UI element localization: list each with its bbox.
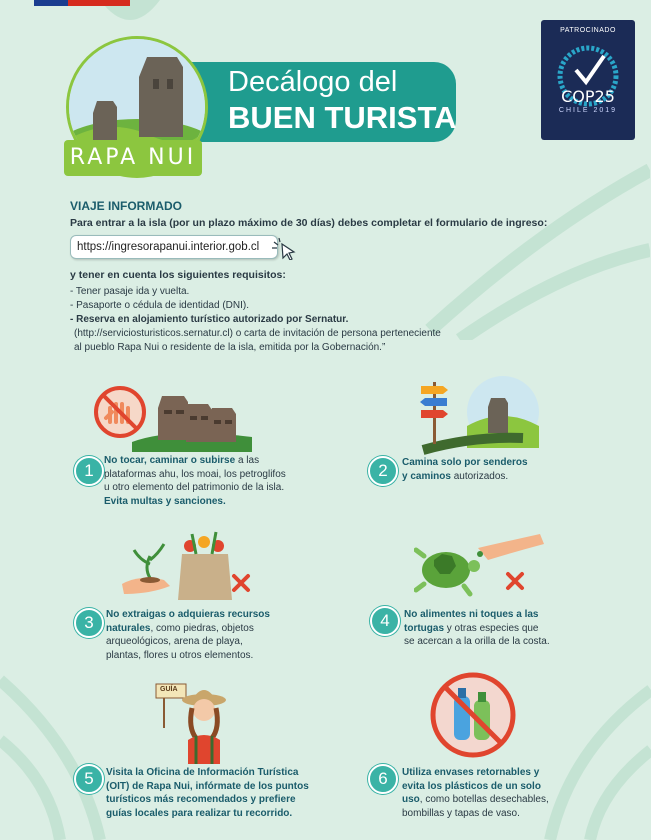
step-5-text: Visita la Oficina de Información Turística (OIT) de Rapa Nui, infórmate de los puntos turísticos más recomendados y prefiere guías locales para realizar tu recorrido. bbox=[106, 767, 309, 819]
step-number-4: 4 bbox=[370, 606, 400, 636]
place-label: RAPA NUI bbox=[64, 140, 202, 176]
requirement-item: - Reserva en alojamiento turístico autorizado por Sernatur. bbox=[70, 314, 349, 325]
step-number-1: 1 bbox=[74, 456, 104, 486]
no-touch-moai-illustration bbox=[92, 382, 252, 452]
step-number-5: 5 bbox=[74, 764, 104, 794]
sponsor-sub: CHILE 2019 bbox=[558, 107, 618, 114]
step-6-text: Utiliza envases retornables y evita los plásticos de un solo uso, como botellas desechables, bombillas y tapas de vaso. bbox=[402, 767, 549, 819]
step-2-text: Camina solo por senderos y caminos autorizados. bbox=[402, 457, 528, 482]
step-number-6: 6 bbox=[368, 764, 398, 794]
intro-text: Para entrar a la isla (por un plazo máximo de 30 días) debes completar el formulario de ingreso: bbox=[70, 217, 548, 229]
requirement-detail: (http://serviciosturisticos.sernatur.cl) o carta de invitación de persona perteneciente bbox=[74, 328, 441, 339]
requirement-item: - Tener pasaje ida y vuelta. bbox=[70, 286, 190, 297]
step-number-3: 3 bbox=[74, 608, 104, 638]
guide-sign-text: GUÍA bbox=[160, 686, 178, 693]
title-line-2: BUEN TURISTA bbox=[228, 100, 457, 135]
requirements-title: y tener en cuenta los siguientes requisitos: bbox=[70, 269, 286, 281]
no-feed-turtle-illustration bbox=[414, 530, 548, 600]
cursor-click-icon bbox=[272, 238, 298, 260]
no-plastic-illustration bbox=[428, 670, 518, 760]
form-url-link[interactable]: https://ingresorapanui.interior.gob.cl bbox=[70, 235, 278, 259]
flag-strip-blue bbox=[34, 0, 68, 6]
requirement-item: - Pasaporte o cédula de identidad (DNI). bbox=[70, 300, 249, 311]
section-heading: VIAJE INFORMADO bbox=[70, 199, 183, 213]
palm-leaf-decoration bbox=[420, 150, 650, 340]
flag-strip-red bbox=[68, 0, 130, 6]
step-3-text: No extraigas o adquieras recursos naturales, como piedras, objetos arqueológicos, arena de playa, plantas, flores u otros elementos. bbox=[106, 609, 270, 661]
cop25-sponsor-logo bbox=[541, 20, 635, 140]
palm-leaf-decoration bbox=[100, 0, 160, 40]
sponsor-name: COP25 bbox=[561, 87, 615, 106]
step-4-text: No alimentes ni toques a las tortugas y otras especies que se acercan a la orilla de la costa. bbox=[404, 609, 550, 647]
step-number-2: 2 bbox=[368, 456, 398, 486]
palm-leaf-decoration bbox=[0, 660, 110, 840]
no-extract-resources-illustration bbox=[120, 524, 260, 602]
requirement-detail: al pueblo Rapa Nui o residente de la isla, emitida por la Gobernación.” bbox=[74, 342, 386, 353]
title-line-1: Decálogo del bbox=[228, 66, 398, 98]
sponsor-label: PATROCINADO bbox=[560, 27, 616, 34]
step-1-text: No tocar, caminar o subirse a las plataformas ahu, los moai, los petroglifos u otro elemento del patrimonio de la isla. Evita multas y sanciones. bbox=[104, 455, 286, 507]
signpost-path-illustration bbox=[413, 376, 545, 456]
